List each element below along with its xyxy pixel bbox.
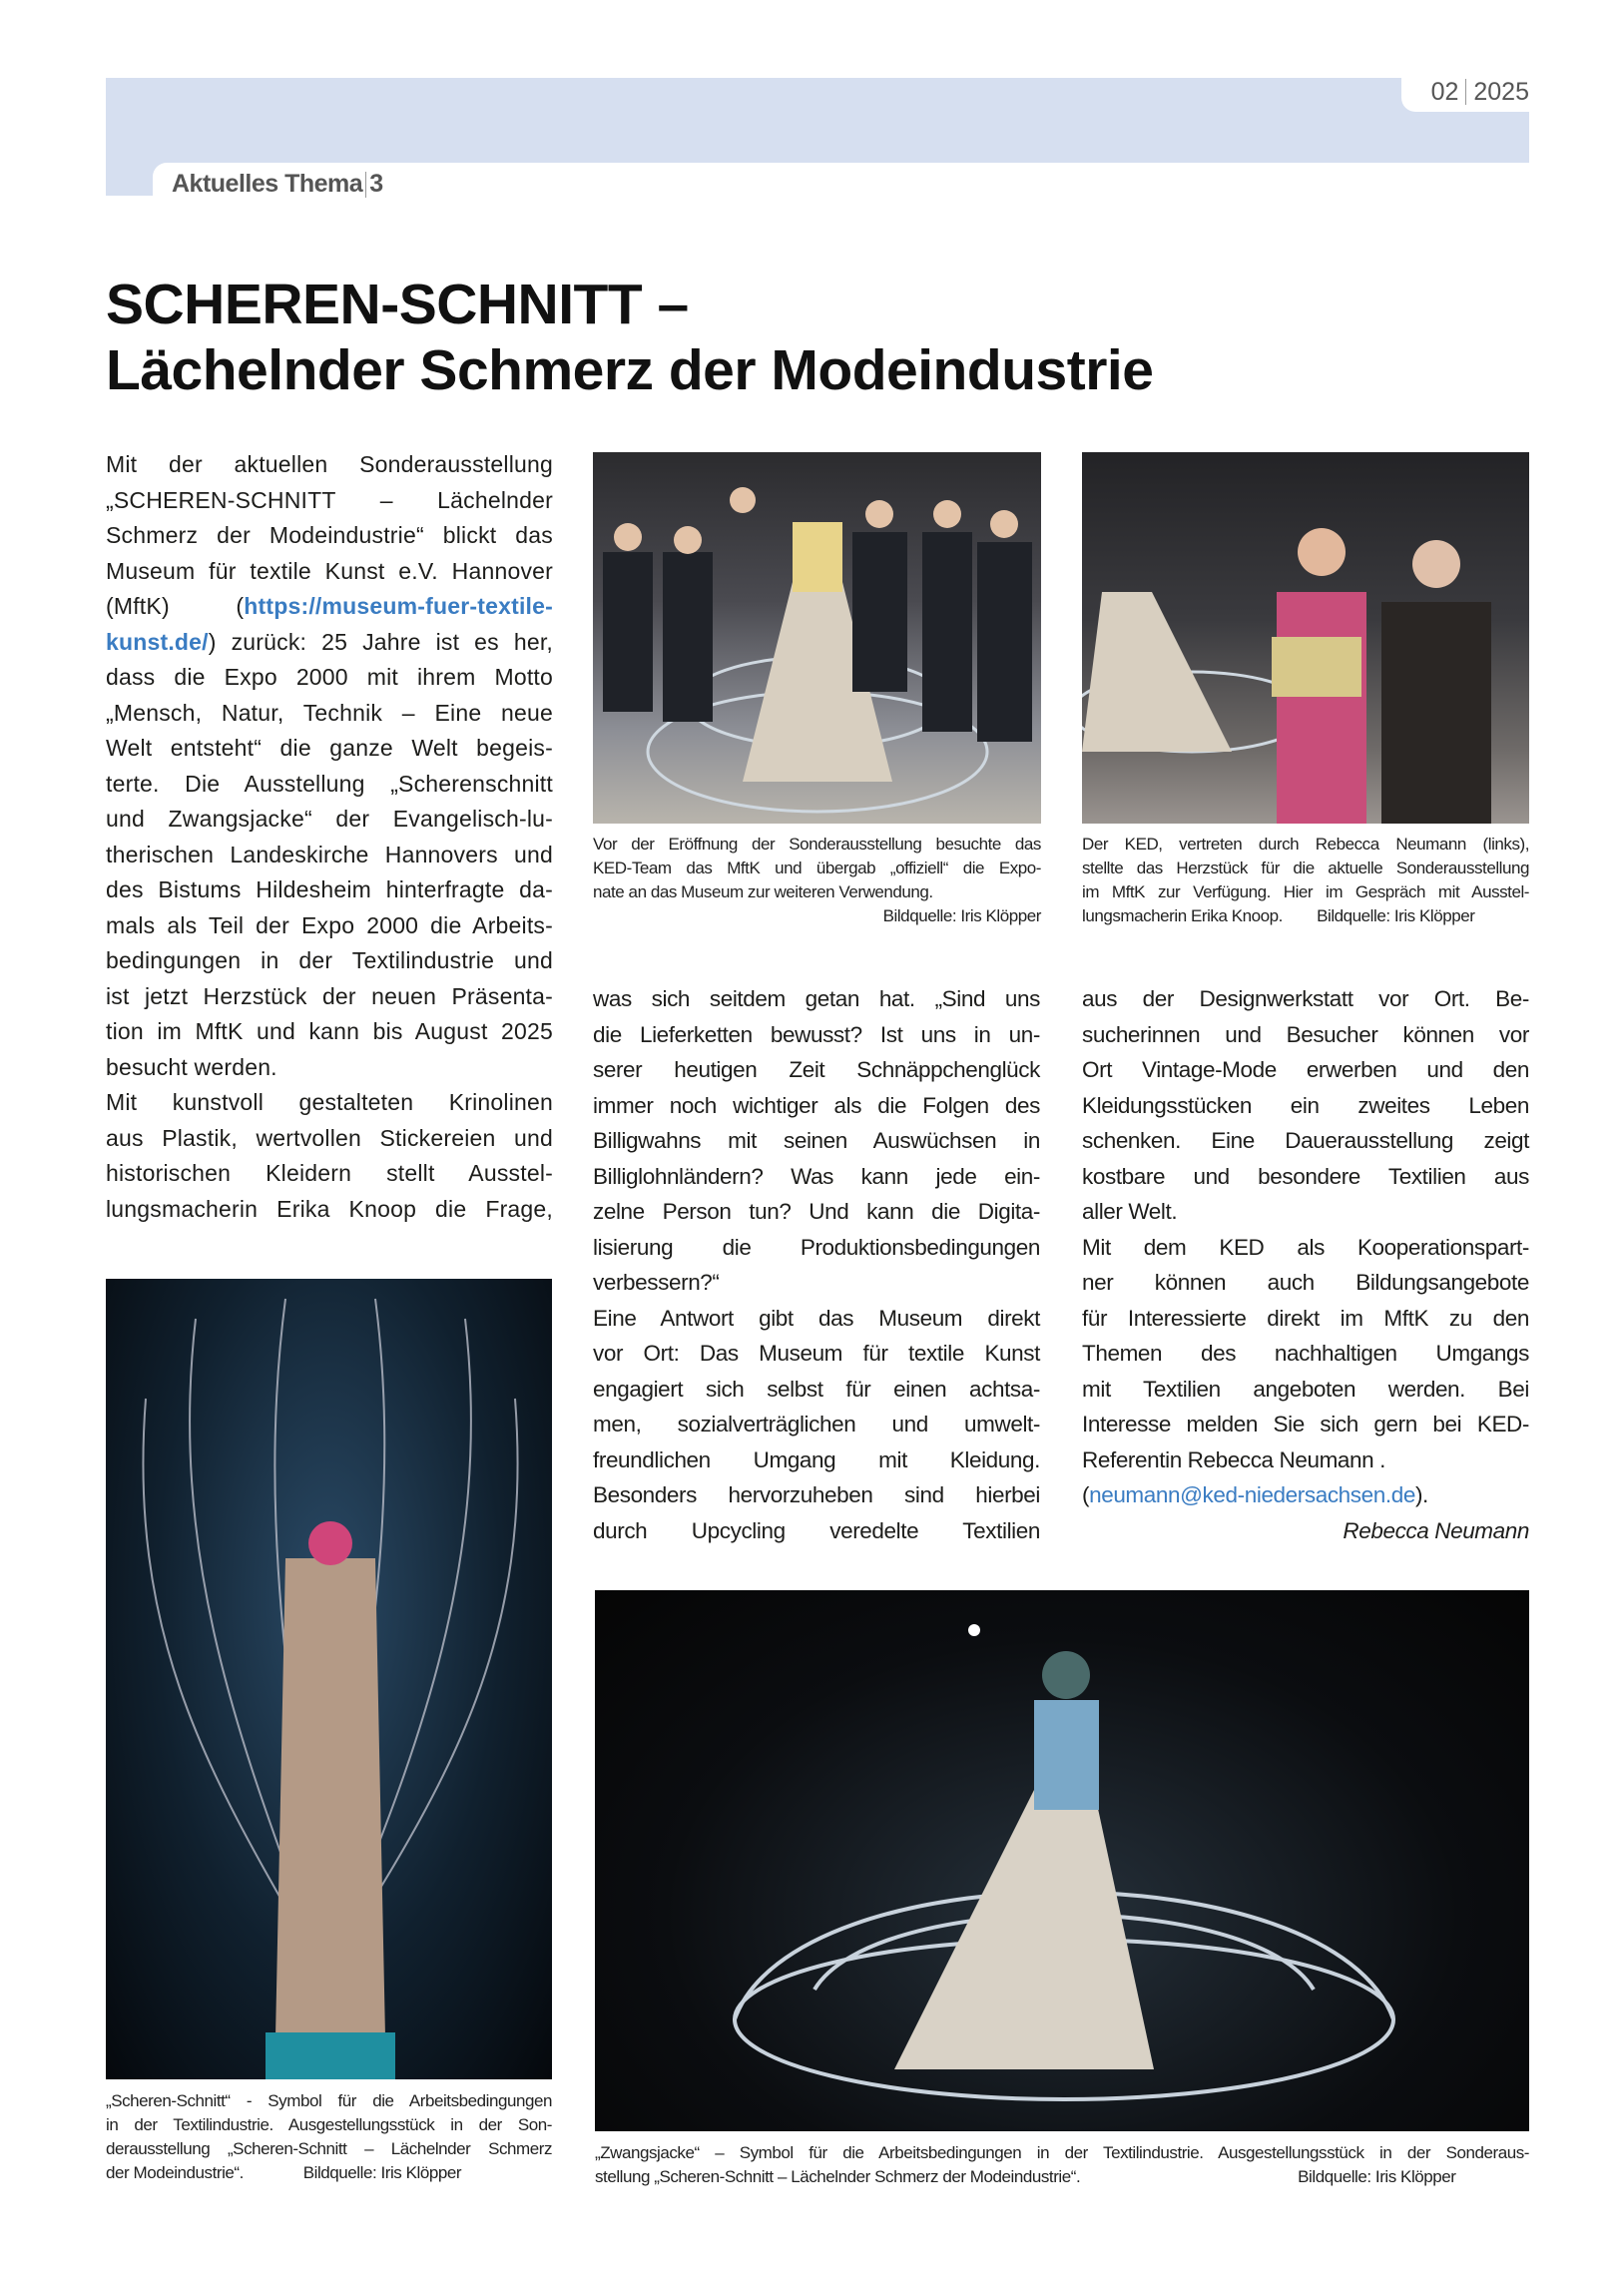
text-line: mit Textilien angeboten werden. Bei <box>1082 1376 1529 1402</box>
photo-scheren-schnitt-exhibit <box>106 1279 552 2079</box>
text-line: Eine Antwort gibt das Museum direkt <box>593 1305 1040 1331</box>
text-line: vor Ort: Das Museum für textile Kunst <box>593 1341 1040 1366</box>
text-line: bedingungen in der Textilindustrie und <box>106 947 553 973</box>
text-line: Kleidungsstücken ein zweites Leben <box>1082 1092 1529 1118</box>
text-line: immer noch wichtiger als die Folgen des <box>593 1092 1040 1118</box>
text-line: therischen Landeskirche Hannovers und <box>106 841 553 867</box>
text-line: dass die Expo 2000 mit ihrem Motto <box>106 664 553 690</box>
text-line: Bildquelle: Iris Klöpper <box>882 906 1041 925</box>
text-line: der Modeindustrie“. Bildquelle: Iris Klöpper <box>106 2163 462 2182</box>
text-line: verbessern?“ <box>593 1270 720 1295</box>
text-line: zelne Person tun? Und kann die Digita- <box>593 1199 1040 1224</box>
text-line: Billiglohnländern? Was kann jede ein- <box>593 1163 1040 1189</box>
photo-rebecca-neumann-erika-knoop <box>1082 452 1529 824</box>
text-line: aus Plastik, wertvollen Stickereien und <box>106 1124 553 1151</box>
text-line: im MftK zur Verfügung. Hier im Gespräch mit Ausstel- <box>1082 882 1529 901</box>
text-line: (neumann@ked-niedersachsen.de). <box>1082 1482 1428 1507</box>
text-line: Welt entsteht“ die ganze Welt begeis- <box>106 735 553 761</box>
article-column-3 <box>1082 981 1529 1548</box>
text-line: historischen Kleidern stellt Ausstel- <box>106 1160 553 1186</box>
text-line: mals als Teil der Expo 2000 die Arbeits- <box>106 911 553 938</box>
text-line: freundlichen Umgang mit Kleidung. <box>593 1446 1040 1472</box>
photo-ked-team-exhibition <box>593 452 1041 824</box>
photo-illustration <box>595 1590 1529 2131</box>
text-line: tion im MftK und kann bis August 2025 <box>106 1018 553 1044</box>
text-line: Der KED, vertreten durch Rebecca Neumann (links), <box>1082 835 1529 854</box>
text-line: derausstellung „Scheren-Schnitt – Lächelnder Schmerz <box>106 2139 552 2158</box>
text-line: ist jetzt Herzstück der neuen Präsenta- <box>106 982 553 1009</box>
text-line: lungsmacherin Erika Knoop die Frage, <box>106 1195 553 1222</box>
text-line: Themen des nachhaltigen Umgangs <box>1082 1341 1529 1366</box>
issue-number: 02 <box>1430 77 1459 106</box>
photo-illustration <box>106 1279 552 2079</box>
text-line: serer heutigen Zeit Schnäppchenglück <box>593 1057 1040 1082</box>
text-line: für Interessierte direkt im MftK zu den <box>1082 1305 1529 1331</box>
text-line: terte. Die Ausstellung „Scherenschnitt <box>106 770 553 797</box>
text-line: Schmerz der Modeindustrie“ blickt das <box>106 522 553 548</box>
photo-caption <box>595 2141 1529 2189</box>
link[interactable]: neumann@ked-niedersachsen.de <box>1089 1482 1415 1507</box>
text-line: und Zwangsjacke“ der Evangelisch-lu- <box>106 806 553 832</box>
text-line: sucherinnen und Besucher können vor <box>1082 1021 1529 1047</box>
text-line: lungsmacherin Erika Knoop. Bildquelle: Iris Klöpper <box>1082 906 1475 925</box>
text-line: „Zwangsjacke“ – Symbol für die Arbeitsbedingungen in der Textilindustrie. Ausgestellungsstück in der Sonderaus- <box>595 2143 1529 2162</box>
text-line: „Scheren-Schnitt“ - Symbol für die Arbeitsbedingungen <box>106 2091 552 2110</box>
text-line: ner können auch Bildungsangebote <box>1082 1270 1529 1295</box>
photo-illustration <box>1082 452 1529 824</box>
issue-year: 2025 <box>1473 77 1529 106</box>
text-line: (MftK) (https://museum-fuer-textile- <box>106 593 553 619</box>
page-title <box>106 272 1153 403</box>
photo-caption <box>106 2089 552 2185</box>
text-line: „Mensch, Natur, Technik – Eine neue <box>106 699 553 726</box>
text-line: Besonders hervorzuheben sind hierbei <box>593 1482 1040 1507</box>
page-number: 3 <box>369 170 383 198</box>
text-line: men, sozialverträglichen und umwelt- <box>593 1412 1040 1436</box>
text-line: schenken. Eine Dauerausstellung zeigt <box>1082 1128 1529 1153</box>
link[interactable]: kunst.de/ <box>106 628 209 655</box>
text-line: Museum für textile Kunst e.V. Hannover <box>106 557 553 584</box>
title-line-2: Lächelnder Schmerz der Modeindustrie <box>106 338 1154 402</box>
text-line: des Bistums Hildesheim hinterfragte da- <box>106 876 553 902</box>
text-line: stellte das Herzstück für die aktuelle Sonderausstellung <box>1082 859 1529 877</box>
article-column-1 <box>106 447 553 1227</box>
text-line: KED-Team das MftK und übergab „offiziell“ die Expo- <box>593 859 1041 877</box>
text-line: stellung „Scheren-Schnitt – Lächelnder Schmerz der Modeindustrie“. Bildquelle: Iris Klöpper <box>595 2167 1456 2186</box>
text-line: „SCHEREN-SCHNITT – Lächelnder <box>106 486 553 513</box>
text-line: Ort Vintage-Mode erwerben und den <box>1082 1057 1529 1082</box>
section-label <box>172 170 383 199</box>
photo-caption <box>593 833 1041 928</box>
photo-caption <box>1082 833 1529 928</box>
text-line: Billigwahns mit seinen Auswüchsen in <box>593 1128 1040 1153</box>
text-line: in der Textilindustrie. Ausgestellungsstück in der Son- <box>106 2115 552 2134</box>
text-line: lisierung die Produktionsbedingungen <box>593 1234 1040 1260</box>
article-column-2 <box>593 981 1040 1548</box>
divider <box>365 172 366 198</box>
divider <box>1465 79 1466 105</box>
text-line: Vor der Eröffnung der Sonderausstellung besuchte das <box>593 835 1041 854</box>
text-line: aus der Designwerkstatt vor Ort. Be- <box>1082 986 1529 1011</box>
text-line: engagiert sich selbst für einen achtsa- <box>593 1376 1040 1402</box>
text-line: nate an das Museum zur weiteren Verwendung. <box>593 882 933 901</box>
link[interactable]: https://museum-fuer-textile- <box>244 593 553 619</box>
text-line: Mit der aktuellen Sonderausstellung <box>106 451 553 477</box>
text-line: aller Welt. <box>1082 1199 1178 1224</box>
text-line: Mit kunstvoll gestalteten Krinolinen <box>106 1089 553 1115</box>
text-line: Mit dem KED als Kooperationspart- <box>1082 1234 1529 1260</box>
text-line: kunst.de/) zurück: 25 Jahre ist es her, <box>106 628 553 655</box>
text-line: Referentin Rebecca Neumann . <box>1082 1446 1385 1472</box>
title-line-1: SCHEREN-SCHNITT – <box>106 273 689 336</box>
text-line: kostbare und besondere Textilien aus <box>1082 1163 1529 1189</box>
author-signature: Rebecca Neumann <box>1343 1517 1529 1543</box>
text-line: die Lieferketten bewusst? Ist uns in un- <box>593 1021 1040 1047</box>
photo-zwangsjacke-exhibit <box>595 1590 1529 2131</box>
issue-label <box>1401 72 1529 112</box>
text-line: besucht werden. <box>106 1053 277 1080</box>
text-line: Interesse melden Sie sich gern bei KED- <box>1082 1412 1529 1436</box>
text-line: durch Upcycling veredelte Textilien <box>593 1517 1040 1543</box>
text-line: was sich seitdem getan hat. „Sind uns <box>593 986 1040 1011</box>
section-name: Aktuelles Thema <box>172 170 363 198</box>
photo-illustration <box>593 452 1041 824</box>
